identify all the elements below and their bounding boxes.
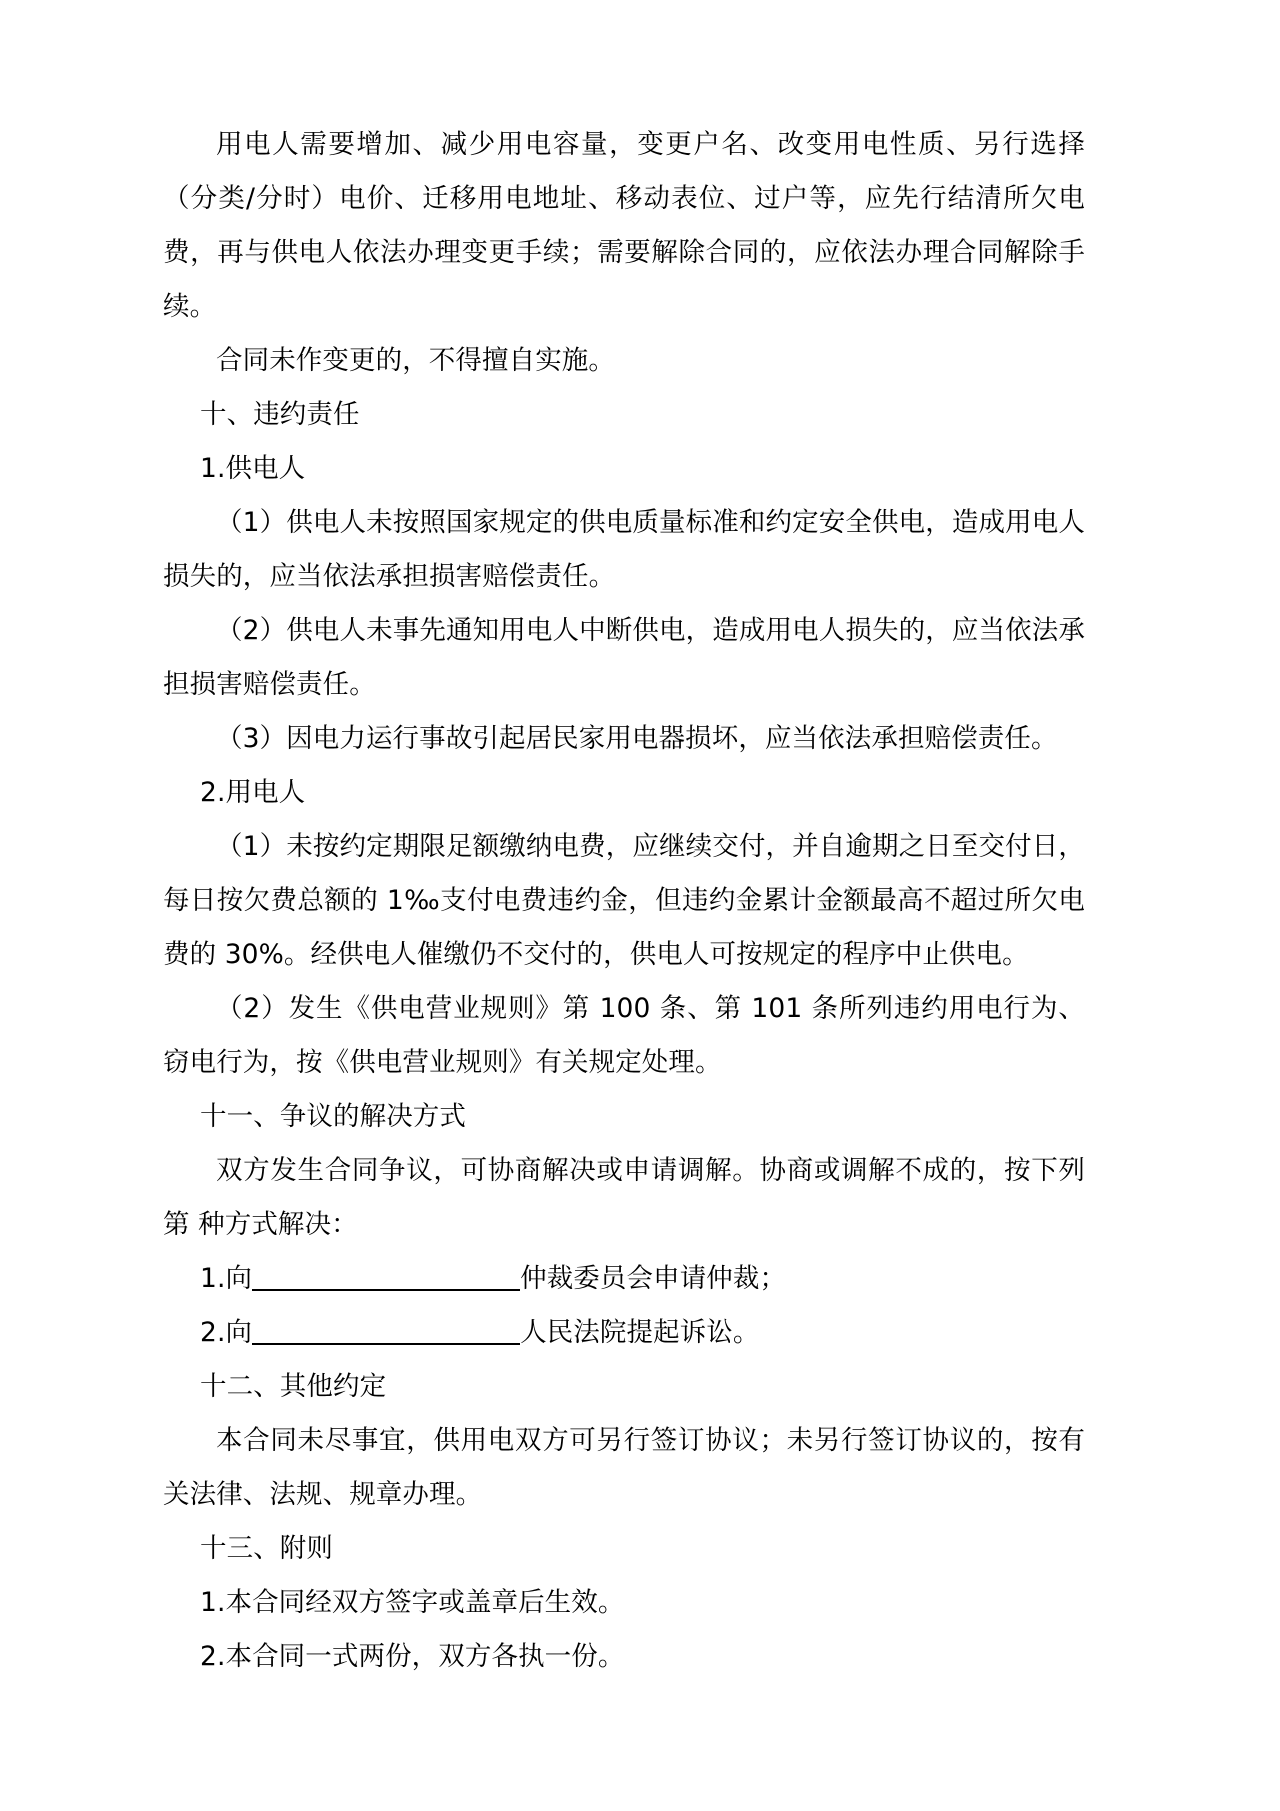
litigation-suffix: 人民法院提起诉讼。 [520, 1317, 760, 1348]
paragraph-change-procedure: 用电人需要增加、减少用电容量，变更户名、改变用电性质、另行选择（分类/分时）电价、迁移用电地址、移动表位、过户等，应先行结清所欠电费，再与供电人依法办理变更手续；需要解除合同的，应依法办理合同解除手续。 [163, 129, 1085, 322]
arbitration-blank-field[interactable] [252, 1289, 520, 1291]
document-body [163, 118, 1085, 1684]
paragraph-consumer-item-2: （2）发生《供电营业规则》第 100 条、第 101 条所列违约用电行为、窃电行为，按《供电营业规则》有关规定处理。 [163, 993, 1085, 1078]
paragraph-supplier-item-3: （3）因电力运行事故引起居民家用电器损坏，应当依法承担赔偿责任。 [216, 723, 1058, 754]
paragraph-supplier-item-1: （1）供电人未按照国家规定的供电质量标准和约定安全供电，造成用电人损失的，应当依法承担损害赔偿责任。 [163, 507, 1085, 592]
paragraph-appendix-item-2: 2.本合同一式两份，双方各执一份。 [200, 1641, 625, 1672]
arbitration-suffix: 仲裁委员会申请仲裁； [520, 1263, 787, 1294]
heading-section-twelve: 十二、其他约定 [200, 1371, 387, 1402]
paragraph-supplier-item-2: （2）供电人未事先通知用电人中断供电，造成用电人损失的，应当依法承担损害赔偿责任。 [163, 615, 1085, 700]
litigation-prefix: 2.向 [200, 1317, 253, 1348]
heading-section-thirteen: 十三、附则 [200, 1533, 333, 1564]
heading-consumer: 2.用电人 [200, 777, 306, 808]
arbitration-prefix: 1.向 [200, 1263, 253, 1294]
litigation-blank-field[interactable] [252, 1343, 520, 1345]
heading-section-ten: 十、违约责任 [200, 399, 360, 430]
paragraph-dispute-resolution: 双方发生合同争议，可协商解决或申请调解。协商或调解不成的，按下列第 种方式解决： [163, 1155, 1085, 1240]
paragraph-appendix-item-1: 1.本合同经双方签字或盖章后生效。 [200, 1587, 625, 1618]
paragraph-other-terms: 本合同未尽事宜，供用电双方可另行签订协议；未另行签订协议的，按有关法律、法规、规章办理。 [163, 1425, 1085, 1510]
heading-section-eleven: 十一、争议的解决方式 [200, 1101, 466, 1132]
paragraph-consumer-item-1: （1）未按约定期限足额缴纳电费，应继续交付，并自逾期之日至交付日，每日按欠费总额的 1‰支付电费违约金，但违约金累计金额最高不超过所欠电费的 30%。经供电人催缴仍不交付的，供电人可按规定的程序中止供电。 [163, 831, 1085, 970]
line-arbitration [163, 1252, 1085, 1306]
paragraph-no-unilateral: 合同未作变更的，不得擅自实施。 [216, 345, 615, 376]
heading-supplier: 1.供电人 [200, 453, 306, 484]
line-litigation [163, 1306, 1085, 1360]
